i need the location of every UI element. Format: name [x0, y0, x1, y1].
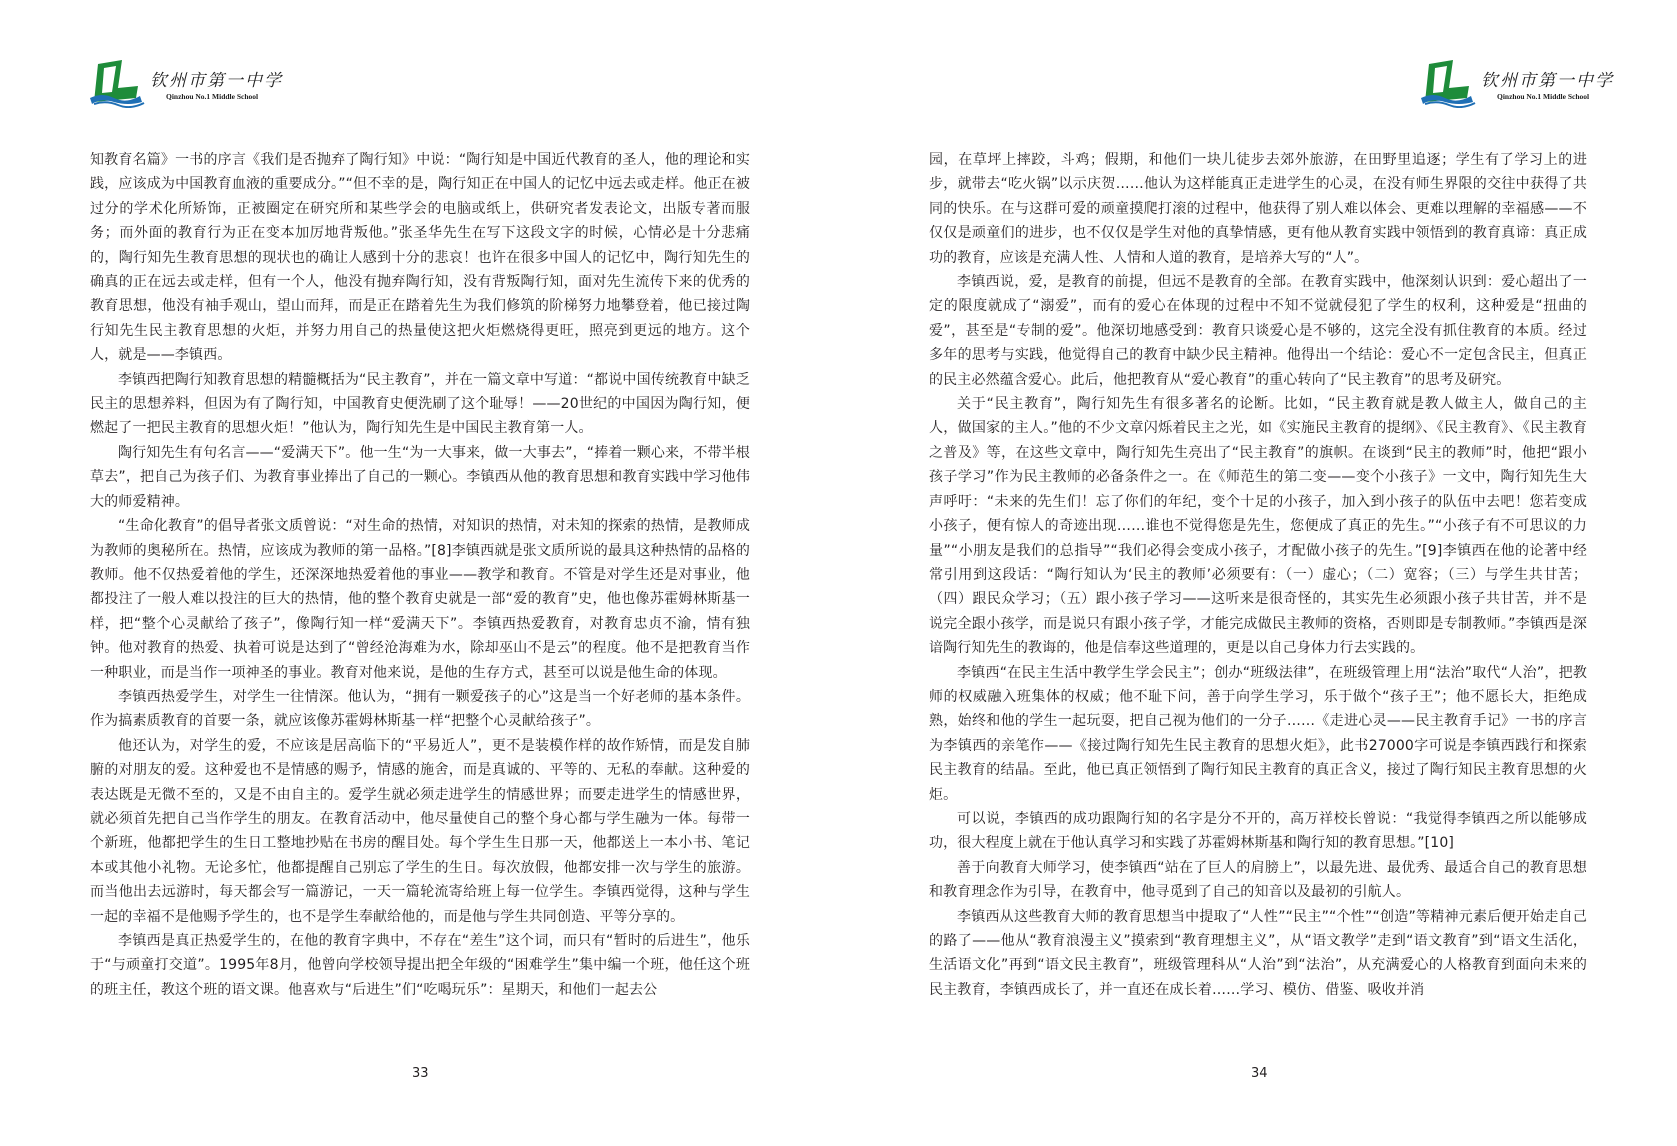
page-number: 34 [1251, 1066, 1268, 1081]
paragraph: 善于向教育大师学习，使李镇西“站在了巨人的肩膀上”，以最先进、最优秀、最适合自己的教育思想和教育理念作为引导，在教育中，他寻觅到了自己的知音以及最初的引航人。 [929, 859, 1587, 901]
school-name-en: Qinzhou No.1 Middle School [166, 92, 259, 101]
paragraph: 李镇西是真正热爱学生的，在他的教育字典中，不存在“差生”这个词，而只有“暂时的后进生”，他乐于“与顽童打交道”。1995年8月，他曾向学校领导提出把全年级的“困难学生”集中编一个班，他任这个班的班主任，教这个班的语文课。他喜欢与“后进生”们“吃喝玩乐”：星期天，和他们一起去公 [90, 933, 750, 998]
school-name-en: Qinzhou No.1 Middle School [1497, 92, 1590, 101]
paragraph: 他还认为，对学生的爱，不应该是居高临下的“平易近人”，更不是装模作样的故作矫情，而是发自肺腑的对朋友的爱。这种爱也不是情感的赐予，情感的施舍，而是真诚的、平等的、无私的奉献。这种爱的表达既是无微不至的，又是不由自主的。爱学生就必须走进学生的情感世界；而要走进学生的情感世界，就必须首先把自己当作学生的朋友。在教育活动中，他尽量使自己的整个身心都与学生融为一体。每带一个新班，他都把学生的生日工整地抄贴在书房的醒目处。每个学生生日那一天，他都送上一本小书、笔记本或其他小礼物。无论多忙，他都提醒自己别忘了学生的生日。每次放假，他都安排一次与学生的旅游。而当他出去远游时，每天都会写一篇游记，一天一篇轮流寄给班上每一位学生。李镇西觉得，这种与学生一起的幸福不是他赐予学生的，也不是学生奉献给他的，而是他与学生共同创造、平等分享的。 [90, 737, 750, 925]
paragraph: 李镇西说，爱，是教育的前提，但远不是教育的全部。在教育实践中，他深刻认识到：爱心超出了一定的限度就成了“溺爱”，而有的爱心在体现的过程中不知不觉就侵犯了学生的权利，这种爱是“扭曲的爱”，甚至是“专制的爱”。他深切地感受到：教育只谈爱心是不够的，这完全没有抓住教育的本质。经过多年的思考与实践，他觉得自己的教育中缺少民主精神。他得出一个结论：爱心不一定包含民主，但真正的民主必然蕴含爱心。此后，他把教育从“爱心教育”的重心转向了“民主教育”的思考及研究。 [929, 274, 1587, 388]
paragraph: 李镇西“在民主生活中教学生学会民主”；创办“班级法律”，在班级管理上用“法治”取代“人治”，把教师的权威融入班集体的权威；他不耻下问，善于向学生学习，乐于做个“孩子王”；他不愿长大，拒绝成熟，始终和他的学生一起玩耍，把自己视为他们的一分子……《走进心灵——民主教育手记》一书的序言为李镇西的亲笔作——《接过陶行知先生民主教育的思想火炬》，此书27000字可说是李镇西践行和探索民主教育的结晶。至此，他已真正领悟到了陶行知民主教育的真正含义，接过了陶行知民主教育思想的火炬。 [929, 664, 1587, 803]
school-name-cn: 钦州市第一中学 [150, 71, 283, 91]
paragraph: 李镇西热爱学生，对学生一往情深。他认为，“拥有一颗爱孩子的心”这是当一个好老师的基本条件。作为搞素质教育的首要一条，就应该像苏霍姆林斯基一样“把整个心灵献给孩子”。 [90, 688, 750, 730]
right-page [839, 0, 1677, 1146]
paragraph: 李镇西把陶行知教育思想的精髓概括为“民主教育”，并在一篇文章中写道：“都说中国传统教育中缺乏民主的思想养料，但因为有了陶行知，中国教育史便洗刷了这个耻辱！——20世纪的中国因为陶行知，便燃起了一把民主教育的思想火炬！”他认为，陶行知先生是中国民主教育第一人。 [90, 371, 750, 437]
paragraph: 知教育名篇》一书的序言《我们是否抛弃了陶行知》中说：“陶行知是中国近代教育的圣人，他的理论和实践，应该成为中国教育血液的重要成分。”“但不幸的是，陶行知正在中国人的记忆中远去或走样。他正在被过分的学术化所矫饰，正被圈定在研究所和某些学会的电脑或纸上，供研究者发表论文，出版专著而服务；而外面的教育行为正在变本加厉地背叛他。”张圣华先生在写下这段文字的时候，心情必是十分悲痛的，陶行知先生教育思想的现状也的确让人感到十分的悲哀！也许在很多中国人的记忆中，陶行知先生的确真的正在远去或走样，但有一个人，他没有抛弃陶行知，没有背叛陶行知，面对先生流传下来的优秀的教育思想，他没有袖手观山，望山而拜，而是正在踏着先生为我们修筑的阶梯努力地攀登着，他已接过陶行知先生民主教育思想的火炬，并努力用自己的热量使这把火炬燃烧得更旺，照亮到更远的地方。这个人，就是——李镇西。 [90, 152, 750, 364]
paragraph: 李镇西从这些教育大师的教育思想当中提取了“人性”“民主”“个性”“创造”等精神元素后便开始走自己的路了——他从“教育浪漫主义”摸索到“教育理想主义”，从“语文教学”走到“语文教育”到“语文生活化，生活语文化”再到“语文民主教育”，班级管理科从“人治”到“法治”，从充满爱心的人格教育到面向未来的民主教育，李镇西成长了，并一直还在成长着……学习、模仿、借鉴、吸收并消 [929, 908, 1587, 998]
school-emblem-icon [1419, 58, 1477, 108]
paragraph: 园，在草坪上摔跤，斗鸡；假期，和他们一块儿徒步去郊外旅游，在田野里追逐；学生有了学习上的进步，就带去“吃火锅”以示庆贺……他认为这样能真正走进学生的心灵，在没有师生界限的交往中获得了共同的快乐。在与这群可爱的顽童摸爬打滚的过程中，他获得了别人难以体会、更难以理解的幸福感——不仅仅是顽童们的进步，也不仅仅是学生对他的真挚情感，更有他从教育实践中领悟到的教育真谛：真正成功的教育，应该是充满人性、人情和人道的教育，是培养大写的“人”。 [929, 152, 1587, 266]
paragraph: “生命化教育”的倡导者张文质曾说：“对生命的热情，对知识的热情，对未知的探索的热情，是教师成为教师的奥秘所在。热情，应该成为教师的第一品格。”[8]李镇西就是张文质所说的最具这种热情的品格的教师。他不仅热爱着他的学生，还深深地热爱着他的事业——教学和教育。不管是对学生还是对事业，他都投注了一般人难以投注的巨大的热情，他的整个教育史就是一部“爱的教育”史，他也像苏霍姆林斯基一样，把“整个心灵献给了孩子”，像陶行知一样“爱满天下”。李镇西热爱教育，对教育忠贞不渝，情有独钟。他对教育的热爱、执着可说是达到了“曾经沧海难为水，除却巫山不是云”的程度。他不是把教育当作一种职业，而是当作一项神圣的事业。教育对他来说，是他的生存方式，甚至可以说是他生命的体现。 [90, 518, 750, 681]
school-logo [1419, 58, 1614, 108]
school-logo [88, 58, 283, 108]
right-body-text [929, 148, 1587, 1002]
paragraph: 关于“民主教育”，陶行知先生有很多著名的论断。比如，“民主教育就是教人做主人，做自己的主人，做国家的主人。”他的不少文章闪烁着民主之光，如《实施民主教育的提纲》、《民主教育》、《民主教育之普及》等，在这些文章中，陶行知先生亮出了“民主教育”的旗帜。在谈到“民主的教师”时，他把“跟小孩子学习”作为民主教师的必备条件之一。在《师范生的第二变——变个小孩子》一文中，陶行知先生大声呼吁：“未来的先生们！忘了你们的年纪，变个十足的小孩子，加入到小孩子的队伍中去吧！您若变成小孩子，便有惊人的奇迹出现……谁也不觉得您是先生，您便成了真正的先生。”“小孩子有不可思议的力量”“小朋友是我们的总指导”“我们必得会变成小孩子，才配做小孩子的先生。”[9]李镇西在他的论著中经常引用到这段话：“陶行知认为‘民主的教师’必须要有：（一）虚心；（二）宽容；（三）与学生共甘苦；（四）跟民众学习；（五）跟小孩子学习——这听来是很奇怪的，其实先生必须跟小孩子共甘苦，并不是说完全跟小孩学，而是说只有跟小孩子学，才能完成做民主教师的资格，否则即是专制教师。”李镇西是深谙陶行知先生的教诲的，他是信奉这些道理的，更是以自己身体力行去实践的。 [929, 396, 1587, 657]
left-page [0, 0, 838, 1146]
school-emblem-icon [88, 58, 146, 108]
paragraph: 陶行知先生有句名言——“爱满天下”。他一生“为一大事来，做一大事去”，“捧着一颗心来，不带半根草去”，把自己为孩子们、为教育事业捧出了自己的一颗心。李镇西从他的教育思想和教育实践中学习他伟大的师爱精神。 [90, 444, 750, 510]
left-body-text [90, 148, 750, 1002]
paragraph: 可以说，李镇西的成功跟陶行知的名字是分不开的，高万祥校长曾说：“我觉得李镇西之所以能够成功，很大程度上就在于他认真学习和实践了苏霍姆林斯基和陶行知的教育思想。”[10] [929, 810, 1587, 852]
school-name-cn: 钦州市第一中学 [1481, 71, 1614, 91]
page-number: 33 [412, 1066, 429, 1081]
